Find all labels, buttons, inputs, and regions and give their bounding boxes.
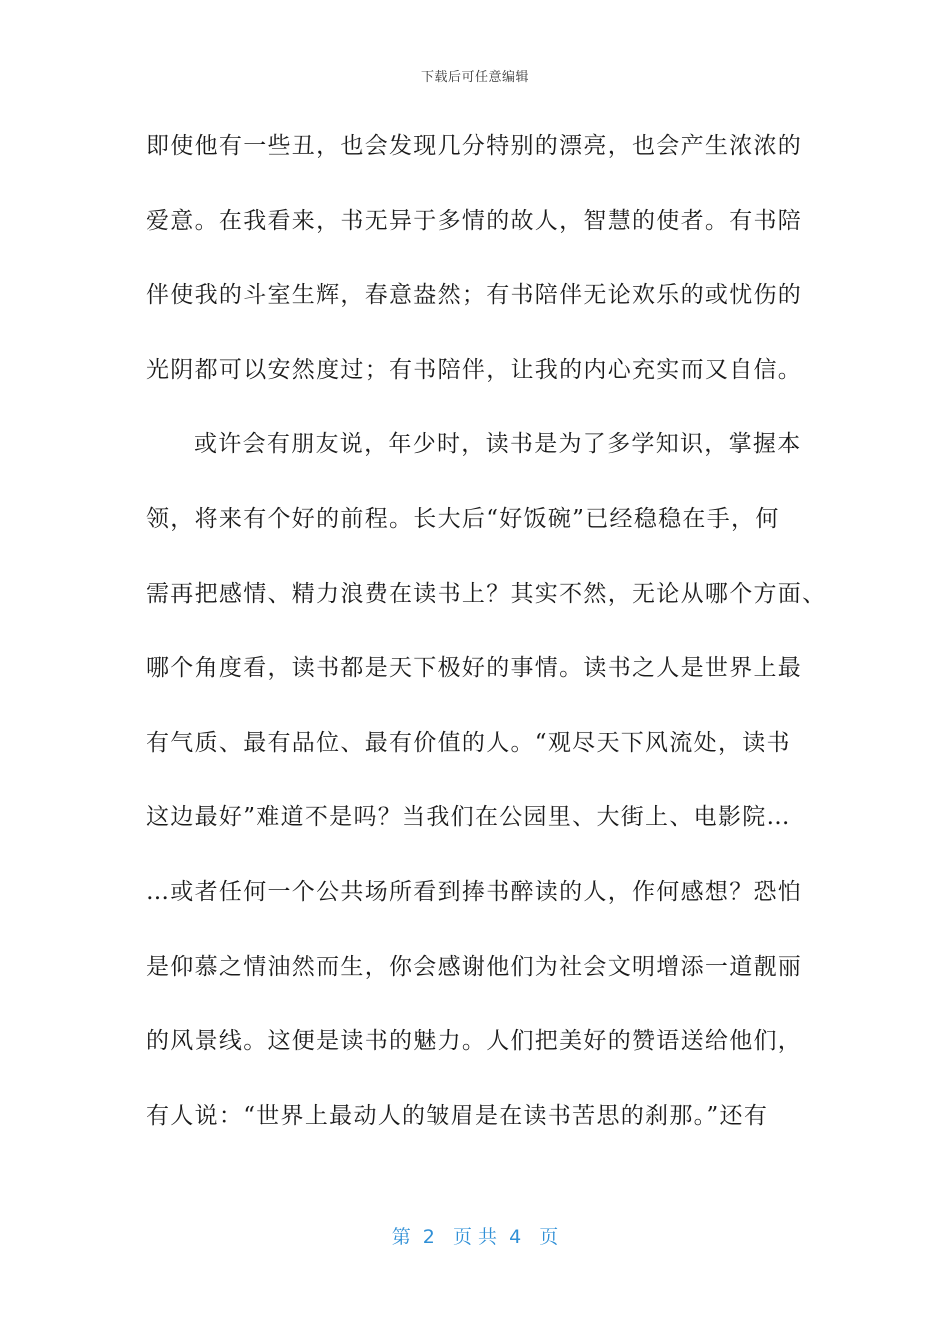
text-line: …或者任何一个公共场所看到捧书醉读的人，作何感想？恐怕 xyxy=(146,878,803,905)
text-line: 伴使我的斗室生辉，春意盎然；有书陪伴无论欢乐的或忧伤的 xyxy=(146,282,803,309)
text-line: 这边最好”难道不是吗？当我们在公园里、大街上、电影院… xyxy=(146,804,791,831)
text-line: 的风景线。这便是读书的魅力。人们把美好的赞语送给他们， xyxy=(146,1028,803,1055)
text-line: 哪个角度看，读书都是天下极好的事情。读书之人是世界上最 xyxy=(146,655,803,682)
text-line: 有气质、最有品位、最有价值的人。“观尽天下风流处，读书 xyxy=(146,729,791,756)
paragraph-start-line: 或许会有朋友说，年少时，读书是为了多学知识，掌握本 xyxy=(194,431,802,458)
text-line: 需再把感情、精力浪费在读书上？其实不然，无论从哪个方面、 xyxy=(146,580,827,607)
text-line: 爱意。在我看来，书无异于多情的故人，智慧的使者。有书陪 xyxy=(146,207,803,234)
text-line: 是仰慕之情油然而生，你会感谢他们为社会文明增添一道靓丽 xyxy=(146,953,803,980)
text-line: 领，将来有个好的前程。长大后“好饭碗”已经稳稳在手，何 xyxy=(146,505,780,532)
page-number-footer: 第 2 页 共 4 页 xyxy=(391,1226,559,1248)
page-header: 下载后可任意编辑 xyxy=(420,70,529,85)
text-line: 光阴都可以安然度过；有书陪伴，让我的内心充实而又自信。 xyxy=(146,356,803,383)
text-line: 即使他有一些丑，也会发现几分特别的漂亮，也会产生浓浓的 xyxy=(146,133,803,159)
text-line: 有人说：“世界上最动人的皱眉是在读书苦思的刹那。”还有 xyxy=(146,1102,769,1129)
document-body xyxy=(146,118,836,1162)
